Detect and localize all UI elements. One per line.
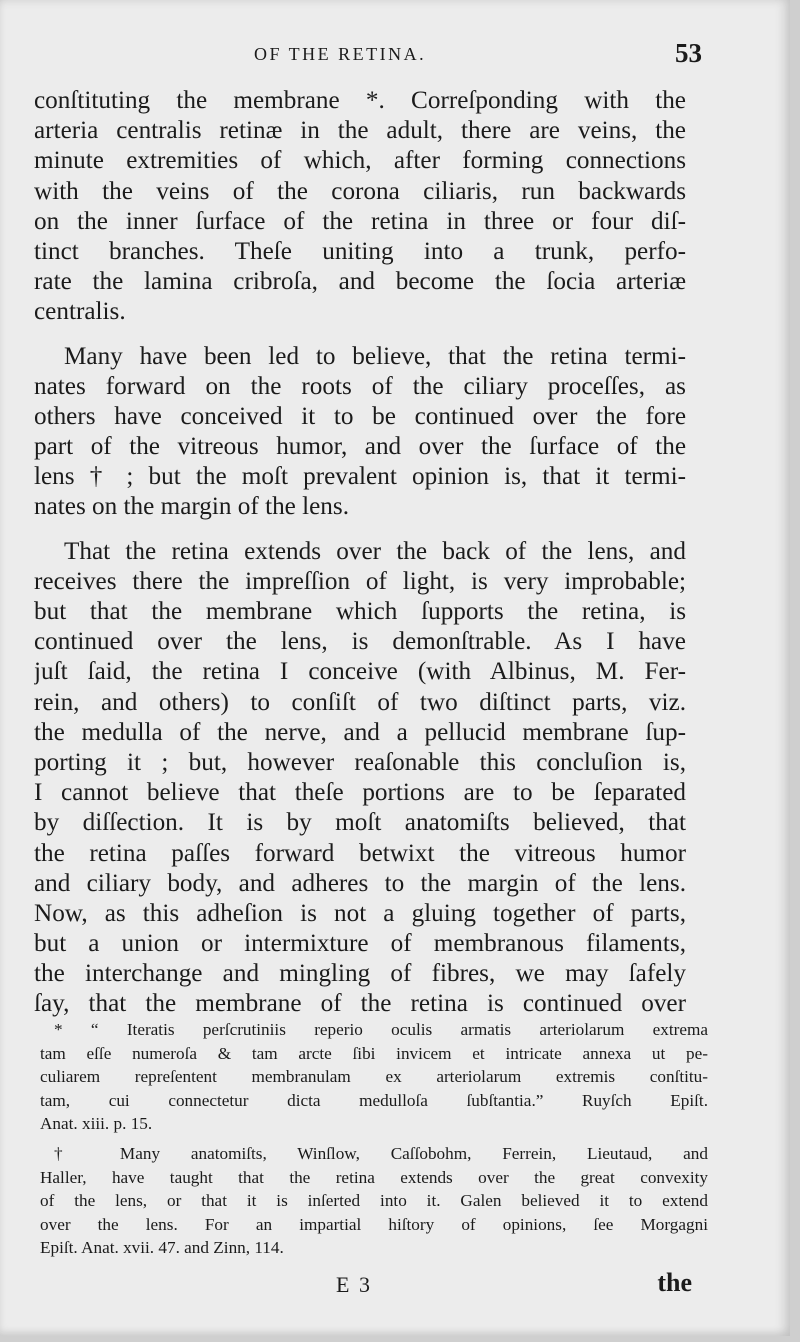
page-number: 53: [675, 38, 702, 68]
text-line: I cannot believe that theſe portions are to be ſeparated: [34, 779, 686, 807]
text-line: tinct branches. Theſe uniting into a trunk, perfo-: [34, 237, 686, 265]
footnote-line: over the lens. For an impartial hiſtory of opinions, ſee Morgagni: [40, 1214, 708, 1234]
text-line: but a union or intermixture of membranous filaments,: [34, 930, 686, 958]
text-line: rate the lamina cribroſa, and become the ſocia arteriæ: [34, 268, 686, 296]
text-line: the retina paſſes forward betwixt the vitreous humor: [34, 839, 686, 867]
text-line: by diſſection. It is by moſt anatomiſts believed, that: [34, 809, 686, 837]
text-line: others have conceived it to be continued over the fore: [34, 402, 686, 430]
footnote: [40, 1018, 708, 1136]
footnote-line: Haller, have taught that the retina extends over the great convexity: [40, 1167, 708, 1187]
signature-mark: E 3: [336, 1272, 372, 1297]
footnote: [40, 1142, 708, 1260]
text-line: juſt ſaid, the retina I conceive (with Albinus, M. Fer-: [34, 658, 686, 686]
text-line: lens † ; but the moſt prevalent opinion is, that it termi-: [34, 463, 686, 491]
footnote-line: * “ Iteratis perſcrutiniis reperio oculis armatis arteriolarum extrema: [54, 1020, 708, 1039]
footnote-line: tam, cui connectetur dicta medulloſa ſubſtantia.” Ruyſch Epiſt.: [40, 1090, 708, 1110]
text-line: receives there the impreſſion of light, is very improbable;: [34, 567, 686, 595]
text-line: with the veins of the corona ciliaris, run backwards: [34, 177, 686, 205]
text-line: Many have been led to believe, that the retina termi-: [64, 342, 686, 370]
page-header: [36, 38, 702, 78]
paragraph: [34, 537, 686, 1020]
text-line: porting it ; but, however reaſonable this concluſion is,: [34, 748, 686, 776]
text-line: continued over the lens, is demonſtrable. As I have: [34, 628, 686, 656]
text-line: Now, as this adheſion is not a gluing together of parts,: [34, 899, 686, 927]
text-line: arteria centralis retinæ in the adult, there are veins, the: [34, 117, 686, 145]
text-line: the medulla of the nerve, and a pellucid membrane ſup-: [34, 718, 686, 746]
running-head: OF THE RETINA.: [254, 44, 427, 64]
footnote-line: culiarem repreſentent membranulam ex arteriolarum extremis conſtitu-: [40, 1067, 708, 1087]
footnote-line: † Many anatomiſts, Winſlow, Caſſobohm, Ferrein, Lieutaud, and: [54, 1143, 708, 1163]
text-line: nates on the margin of the lens.: [34, 493, 350, 521]
text-line: the interchange and mingling of fibres, we may ſafely: [34, 960, 686, 988]
text-line: part of the vitreous humor, and over the ſurface of the: [34, 433, 686, 461]
footnote-line: of the lens, or that it is inſerted into it. Galen believed it to extend: [40, 1191, 708, 1211]
text-line: on the inner ſurface of the retina in three or four diſ-: [34, 207, 686, 235]
footnote-line: Epiſt. Anat. xvii. 47. and Zinn, 114.: [40, 1238, 284, 1258]
text-line: centralis.: [34, 298, 126, 326]
text-line: nates forward on the roots of the ciliary proceſſes, as: [34, 372, 686, 400]
text-line: rein, and others) to conſiſt of two diſtinct parts, viz.: [34, 688, 686, 716]
paragraph: [34, 86, 686, 328]
catchword: the: [657, 1268, 692, 1297]
text-line: but that the membrane which ſupports the retina, is: [34, 598, 686, 625]
text-line: That the retina extends over the back of the lens, and: [64, 537, 686, 565]
footnotes: [40, 1018, 708, 1260]
footnote-line: tam eſſe numeroſa & tam arcte ſibi invicem et intricate annexa ut pe-: [40, 1043, 708, 1063]
text-line: conſtituting the membrane *. Correſponding with the: [34, 87, 686, 114]
body-text: [34, 86, 686, 1020]
text-line: ſay, that the membrane of the retina is continued over: [34, 990, 686, 1018]
footnote-line: Anat. xiii. p. 15.: [40, 1114, 153, 1134]
text-line: minute extremities of which, after forming connections: [34, 147, 686, 175]
paragraph: [34, 342, 686, 523]
text-line: and ciliary body, and adheres to the margin of the lens.: [34, 869, 686, 897]
